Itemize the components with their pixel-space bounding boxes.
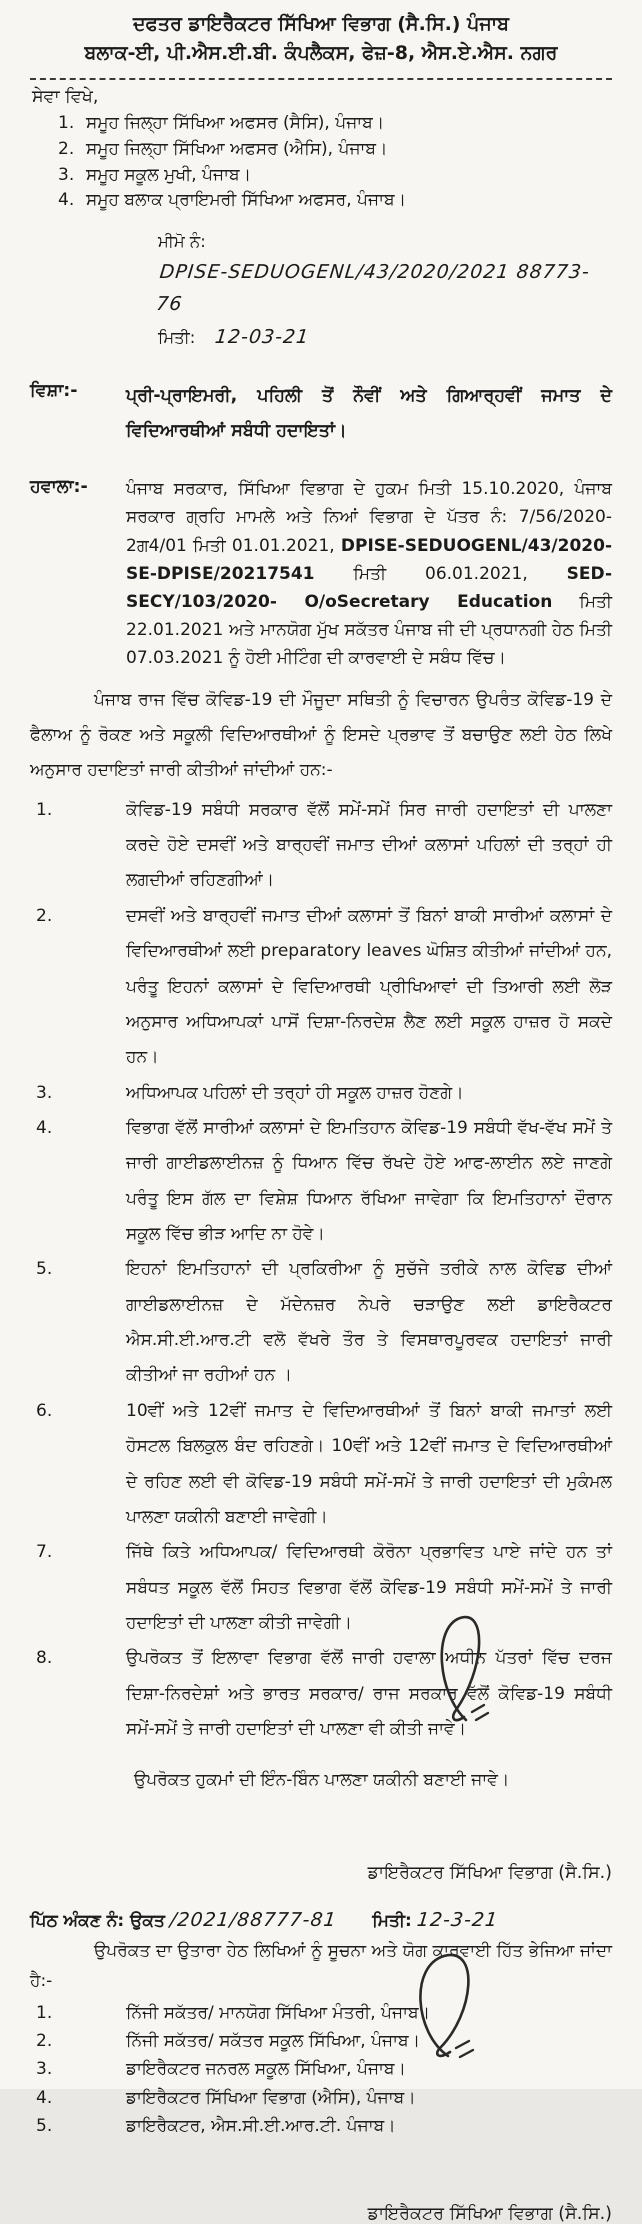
endorsement-intro: ਉਪਰੋਕਤ ਦਾ ਉਤਾਰਾ ਹੇਠ ਲਿਖਿਆਂ ਨੂੰ ਸੂਚਨਾ ਅਤੇ ਯੋਗ ਕਾਰਵਾਈ ਹਿੱਤ ਭੇਜਿਆ ਜਾਂਦਾ ਹੈ:- [30, 1941, 612, 1992]
endorsement-number-handwritten: /2021/88777-81 [169, 1909, 339, 1932]
closing-sentence: ਉਪਰੋਕਤ ਹੁਕਮਾਂ ਦੀ ਇੰਨ-ਬਿੰਨ ਪਾਲਣਾ ਯਕੀਨੀ ਬਣਾਈ ਜਾਵੇ। [134, 1770, 510, 1791]
item-number: 7. [36, 1542, 53, 1563]
list-item [30, 188, 612, 214]
endorsement-date-label: ਮਿਤੀ: [372, 1911, 412, 1932]
reference-segment-bold: SED-SECY/103/2020- O/oSecretary Education [126, 563, 612, 612]
reference-segment: ਮਿਤੀ 06.01.2021, [314, 563, 567, 584]
item-text: ਕੋਵਿਡ-19 ਸਬੰਧੀ ਸਰਕਾਰ ਵੱਲੋਂ ਸਮੇਂ-ਸਮੇਂ ਸਿਰ ਜਾਰੀ ਹਦਾਇਤਾਂ ਦੀ ਪਾਲਣਾ ਕਰਦੇ ਹੋਏ ਦਸਵੀਂ ਅਤੇ ਬਾਰ੍ਹਵੀਂ ਜਮਾਤ ਦੀਆਂ ਕਲਾਸਾਂ ਪਹਿਲਾਂ ਦੀ ਤਰ੍ਹਾਂ ਹੀ ਲਗਦੀਆਂ ਰਹਿਣਗੀਆਂ। [126, 799, 612, 891]
item-text: ਸਮੂਹ ਜਿਲ੍ਹਾ ਸਿੱਖਿਆ ਅਫਸਰ (ਐਸਿ), ਪੰਜਾਬ। [86, 138, 388, 159]
reference-label: ਹਵਾਲਾ:- [30, 477, 88, 498]
list-item [30, 899, 612, 1076]
item-number: 3. [36, 2059, 53, 2080]
office-header-line2: ਬਲਾਕ-ਈ, ਪੀ.ਐਸ.ਈ.ਬੀ. ਕੰਪਲੈਕਸ, ਫੇਜ਼-8, ਐਸ.ਏ.ਐਸ. ਨਗਰ [84, 42, 558, 65]
item-text: ਡਾਇਰੈਕਟਰ ਜਨਰਲ ਸਕੂਲ ਸਿੱਖਿਆ, ਪੰਜਾਬ। [126, 2059, 406, 2080]
endorsement-number-label: ਪਿੱਠ ਅੰਕਣ ਨੰ: ਉਕਤ [30, 1911, 165, 1932]
item-text: ਸਮੂਹ ਜਿਲ੍ਹਾ ਸਿੱਖਿਆ ਅਫਸਰ (ਸੈਸਿ), ਪੰਜਾਬ। [86, 112, 385, 133]
list-item [30, 1999, 612, 2027]
subject-label: ਵਿਸ਼ਾ:- [30, 381, 78, 402]
item-text: ਅਧਿਆਪਕ ਪਹਿਲਾਂ ਦੀ ਤਰ੍ਹਾਂ ਹੀ ਸਕੂਲ ਹਾਜ਼ਰ ਹੋਣਗੇ। [126, 1082, 464, 1103]
endorsement-number-line [30, 1909, 612, 1931]
item-number: 3. [58, 164, 75, 185]
dashed-divider [30, 78, 612, 80]
item-text: ਡਾਇਰੈਕਟਰ, ਐਸ.ਸੀ.ਈ.ਆਰ.ਟੀ. ਪੰਜਾਬ। [126, 2115, 396, 2136]
memo-number-label: ਮੀਮੋ ਨੰ: [158, 232, 206, 252]
instruction-list [30, 793, 612, 1748]
item-number: 1. [58, 112, 75, 133]
reference-text [126, 475, 612, 673]
list-item [30, 1252, 612, 1393]
subject-block [30, 379, 612, 449]
signatory-title: ਡਾਇਰੈਕਟਰ ਸਿੱਖਿਆ ਵਿਭਾਗ (ਸੈ.ਸਿ.) [367, 1863, 612, 1884]
reference-block [30, 475, 612, 673]
reference-segment-bold: DPISE-SEDUOGENL/43/2020-SE-DPISE/20217541 [126, 535, 612, 584]
reference-segment: ਪੰਜਾਬ ਸਰਕਾਰ, ਸਿੱਖਿਆ ਵਿਭਾਗ ਦੇ ਹੁਕਮ ਮਿਤੀ 15.10.2020, ਪੰਜਾਬ ਸਰਕਾਰ ਗ੍ਰਹਿ ਮਾਮਲੇ ਅਤੇ ਨਿਆਂ ਵਿਭਾਗ ਦੇ ਪੱਤਰ ਨੰ: 7/56/2020-2ਗ4/01 ਮਿਤੀ 01.01.2021, [126, 479, 612, 556]
list-item [30, 2055, 612, 2083]
item-number: 8. [36, 1648, 53, 1669]
item-text: ਜਿੱਥੇ ਕਿਤੇ ਅਧਿਆਪਕ/ ਵਿਦਿਆਰਥੀ ਕੋਰੋਨਾ ਪ੍ਰਭਾਵਿਤ ਪਾਏ ਜਾਂਦੇ ਹਨ ਤਾਂ ਸਬੰਧਤ ਸਕੂਲ ਵੱਲੋਂ ਸਿਹਤ ਵਿਭਾਗ ਵੱਲੋਂ ਕੋਵਿਡ-19 ਸਬੰਧੀ ਸਮੇਂ-ਸਮੇਂ ਤੇ ਜਾਰੀ ਹਦਾਇਤਾਂ ਦੀ ਪਾਲਣਾ ਕੀਤੀ ਜਾਵੇਗੀ। [126, 1542, 612, 1633]
signatory-title: ਡਾਇਰੈਕਟਰ ਸਿੱਖਿਆ ਵਿਭਾਗ (ਸੈ.ਸਿ.) [367, 2204, 612, 2224]
item-number: 2. [36, 2031, 53, 2052]
list-item [30, 2112, 612, 2140]
list-item [30, 111, 612, 137]
item-number: 1. [36, 2002, 53, 2023]
subject-text: ਪ੍ਰੀ-ਪ੍ਰਾਇਮਰੀ, ਪਹਿਲੀ ਤੋਂ ਨੌਵੀਂ ਅਤੇ ਗਿਆਰ੍ਹਵੀਂ ਜਮਾਤ ਦੇ ਵਿਦਿਆਰਥੀਆਂ ਸਬੰਧੀ ਹਦਾਇਤਾਂ। [126, 386, 612, 442]
list-item [30, 2027, 612, 2055]
item-text: ਸਮੂਹ ਸਕੂਲ ਮੁਖੀ, ਪੰਜਾਬ। [86, 164, 252, 185]
intro-paragraph: ਪੰਜਾਬ ਰਾਜ ਵਿੱਚ ਕੋਵਿਡ-19 ਦੀ ਮੌਜੂਦਾ ਸਥਿਤੀ ਨੂੰ ਵਿਚਾਰਨ ਉਪਰੰਤ ਕੋਵਿਡ-19 ਦੇ ਫੈਲਾਅ ਨੂੰ ਰੋਕਣ ਅਤੇ ਸਕੂਲੀ ਵਿਦਿਆਰਥੀਆਂ ਨੂੰ ਇਸਦੇ ਪ੍ਰਭਾਵ ਤੋਂ ਬਚਾਉਣ ਲਈ ਹੇਠ ਲਿਖੇ ਅਨੁਸਾਰ ਹਦਾਇਤਾਂ ਜਾਰੀ ਕੀਤੀਆਂ ਜਾਂਦੀਆਂ ਹਨ:- [30, 689, 612, 781]
list-item [30, 1641, 612, 1747]
item-text: ਨਿੱਜੀ ਸਕੱਤਰ/ ਮਾਨਯੋਗ ਸਿੱਖਿਆ ਮੰਤਰੀ, ਪੰਜਾਬ। [126, 2002, 431, 2023]
endorsement-date-handwritten: 12-3-21 [416, 1909, 500, 1932]
item-text: ਸਮੂਹ ਬਲਾਕ ਪ੍ਰਾਇਮਰੀ ਸਿੱਖਿਆ ਅਫਸਰ, ਪੰਜਾਬ। [86, 190, 407, 211]
item-number: 4. [36, 2087, 53, 2108]
item-text: ਨਿੱਜੀ ਸਕੱਤਰ/ ਸਕੱਤਰ ਸਕੂਲ ਸਿੱਖਿਆ, ਪੰਜਾਬ। [126, 2031, 421, 2052]
item-text: 10ਵੀਂ ਅਤੇ 12ਵੀਂ ਜਮਾਤ ਦੇ ਵਿਦਿਆਰਥੀਆਂ ਤੋਂ ਬਿਨਾਂ ਬਾਕੀ ਜਮਾਤਾਂ ਲਈ ਹੋਸਟਲ ਬਿਲਕੁਲ ਬੰਦ ਰਹਿਣਗੇ। 10ਵੀਂ ਅਤੇ 12ਵੀਂ ਜਮਾਤ ਦੇ ਵਿਦਿਆਰਥੀਆਂ ਦੇ ਰਹਿਣ ਲਈ ਵੀ ਕੋਵਿਡ-19 ਸਬੰਧੀ ਸਮੇਂ-ਸਮੇਂ ਤੇ ਜਾਰੀ ਹਦਾਇਤਾਂ ਦੀ ਮੁਕੰਮਲ ਪਾਲਣਾ ਯਕੀਨੀ ਬਣਾਈ ਜਾਵੇਗੀ। [126, 1400, 612, 1527]
memo-date-label: ਮਿਤੀ: [158, 327, 196, 347]
list-item [30, 1535, 612, 1641]
salutation: ਸੇਵਾ ਵਿਖੇ, [32, 86, 99, 107]
list-item [30, 1076, 612, 1111]
memo-block [155, 228, 612, 353]
item-number: 5. [36, 2115, 53, 2136]
item-text: ਇਹਨਾਂ ਇਮਤਿਹਾਨਾਂ ਦੀ ਪ੍ਰਕਿਰੀਆ ਨੂੰ ਸੁਚੱਜੇ ਤਰੀਕੇ ਨਾਲ ਕੋਵਿਡ ਦੀਆਂ ਗਾਈਡਲਾਈਨਜ਼ ਦੇ ਮੱਦੇਨਜ਼ਰ ਨੇਪਰੇ ਚੜਾਉਣ ਲਈ ਡਾਇਰੈਕਟਰ ਐਸ.ਸੀ.ਈ.ਆਰ.ਟੀ ਵਲੋ ਵੱਖਰੇ ਤੌਰ ਤੇ ਵਿਸਥਾਰਪੂਰਵਕ ਹਦਾਇਤਾਂ ਜਾਰੀ ਕੀਤੀਆਂ ਜਾ ਰਹੀਆਂ ਹਨ । [126, 1259, 612, 1386]
list-item [30, 1111, 612, 1252]
endorsement-recipient-list [30, 1999, 612, 2140]
item-text: ਦਸਵੀਂ ਅਤੇ ਬਾਰ੍ਹਵੀਂ ਜਮਾਤ ਦੀਆਂ ਕਲਾਸਾਂ ਤੋਂ ਬਿਨਾਂ ਬਾਕੀ ਸਾਰੀਆਂ ਕਲਾਸਾਂ ਦੇ ਵਿਦਿਆਰਥੀਆਂ ਲਈ preparatory leaves ਘੋਸ਼ਿਤ ਕੀਤੀਆਂ ਜਾਂਦੀਆਂ ਹਨ, ਪਰੰਤੂ ਇਹਨਾਂ ਕਲਾਸਾਂ ਦੇ ਵਿਦਿਆਰਥੀ ਪ੍ਰੀਖਿਆਵਾਂ ਦੀ ਤਿਆਰੀ ਲਈ ਲੋੜ ਅਨੁਸਾਰ ਅਧਿਆਪਕਾਂ ਪਾਸੋਂ ਦਿਸ਼ਾ-ਨਿਰਦੇਸ਼ ਲੈਣ ਲਈ ਸਕੂਲ ਹਾਜ਼ਰ ਹੋ ਸਕਦੇ ਹਨ। [126, 905, 612, 1068]
item-text: ਉਪਰੋਕਤ ਤੋਂ ਇਲਾਵਾ ਵਿਭਾਗ ਵੱਲੋਂ ਜਾਰੀ ਹਵਾਲਾ ਅਧੀਨ ਪੱਤਰਾਂ ਵਿੱਚ ਦਰਜ ਦਿਸ਼ਾ-ਨਿਰਦੇਸ਼ਾਂ ਅਤੇ ਭਾਰਤ ਸਰਕਾਰ/ ਰਾਜ ਸਰਕਾਰ ਵੱਲੋਂ ਕੋਵਿਡ-19 ਸਬੰਧੀ ਸਮੇਂ-ਸਮੇਂ ਤੇ ਜਾਰੀ ਹਦਾਇਤਾਂ ਦੀ ਪਾਲਣਾ ਵੀ ਕੀਤੀ ਜਾਵੇ। [126, 1648, 612, 1740]
item-number: 4. [36, 1117, 53, 1138]
office-header-line1: ਦਫਤਰ ਡਾਇਰੈਕਟਰ ਸਿੱਖਿਆ ਵਿਭਾਗ (ਸੈ.ਸਿ.) ਪੰਜਾਬ [132, 13, 510, 35]
memo-date-handwritten: 12-03-21 [213, 325, 310, 348]
list-item [30, 793, 612, 899]
item-number: 6. [36, 1400, 53, 1421]
item-text: ਵਿਭਾਗ ਵੱਲੋਂ ਸਾਰੀਆਂ ਕਲਾਸਾਂ ਦੇ ਇਮਤਿਹਾਨ ਕੋਵਿਡ-19 ਸਬੰਧੀ ਵੱਖ-ਵੱਖ ਸਮੇਂ ਤੇ ਜਾਰੀ ਗਾਈਡਲਾਈਨਜ਼ ਨੂੰ ਧਿਆਨ ਵਿੱਚ ਰੱਖਦੇ ਹੋਏ ਆਫ-ਲਾਈਨ ਲਏ ਜਾਣਗੇ ਪਰੰਤੂ ਇਸ ਗੱਲ ਦਾ ਵਿਸ਼ੇਸ਼ ਧਿਆਨ ਰੱਖਿਆ ਜਾਵੇਗਾ ਕਿ ਇਮਤਿਹਾਨਾਂ ਦੌਰਾਨ ਸਕੂਲ ਵਿੱਚ ਭੀੜ ਆਦਿ ਨਾ ਹੋਵੇ। [126, 1117, 612, 1245]
reference-segment: ਮਿਤੀ 22.01.2021 ਅਤੇ ਮਾਨਯੋਗ ਮੁੱਖ ਸਕੱਤਰ ਪੰਜਾਬ ਜੀ ਦੀ ਪ੍ਰਧਾਨਗੀ ਹੇਠ ਮਿਤੀ 07.03.2021 ਨੂੰ ਹੋਈ ਮੀਟਿੰਗ ਦੀ ਕਾਰਵਾਈ ਦੇ ਸਬੰਧ ਵਿੱਚ। [126, 592, 613, 669]
addressee-list [30, 111, 612, 214]
item-number: 4. [58, 190, 75, 211]
list-item [30, 137, 612, 163]
list-item [30, 1394, 612, 1535]
memo-number-handwritten: DPISE-SEDUOGENL/43/2020/2021 88773-76 [155, 261, 591, 316]
item-number: 1. [36, 799, 53, 820]
item-text: ਡਾਇਰੈਕਟਰ ਸਿੱਖਿਆ ਵਿਭਾਗ (ਐਸਿ), ਪੰਜਾਬ। [126, 2087, 416, 2108]
item-number: 3. [36, 1082, 53, 1103]
list-item [30, 2084, 612, 2112]
item-number: 2. [36, 905, 53, 926]
item-number: 2. [58, 138, 75, 159]
list-item [30, 163, 612, 189]
item-number: 5. [36, 1259, 53, 1280]
